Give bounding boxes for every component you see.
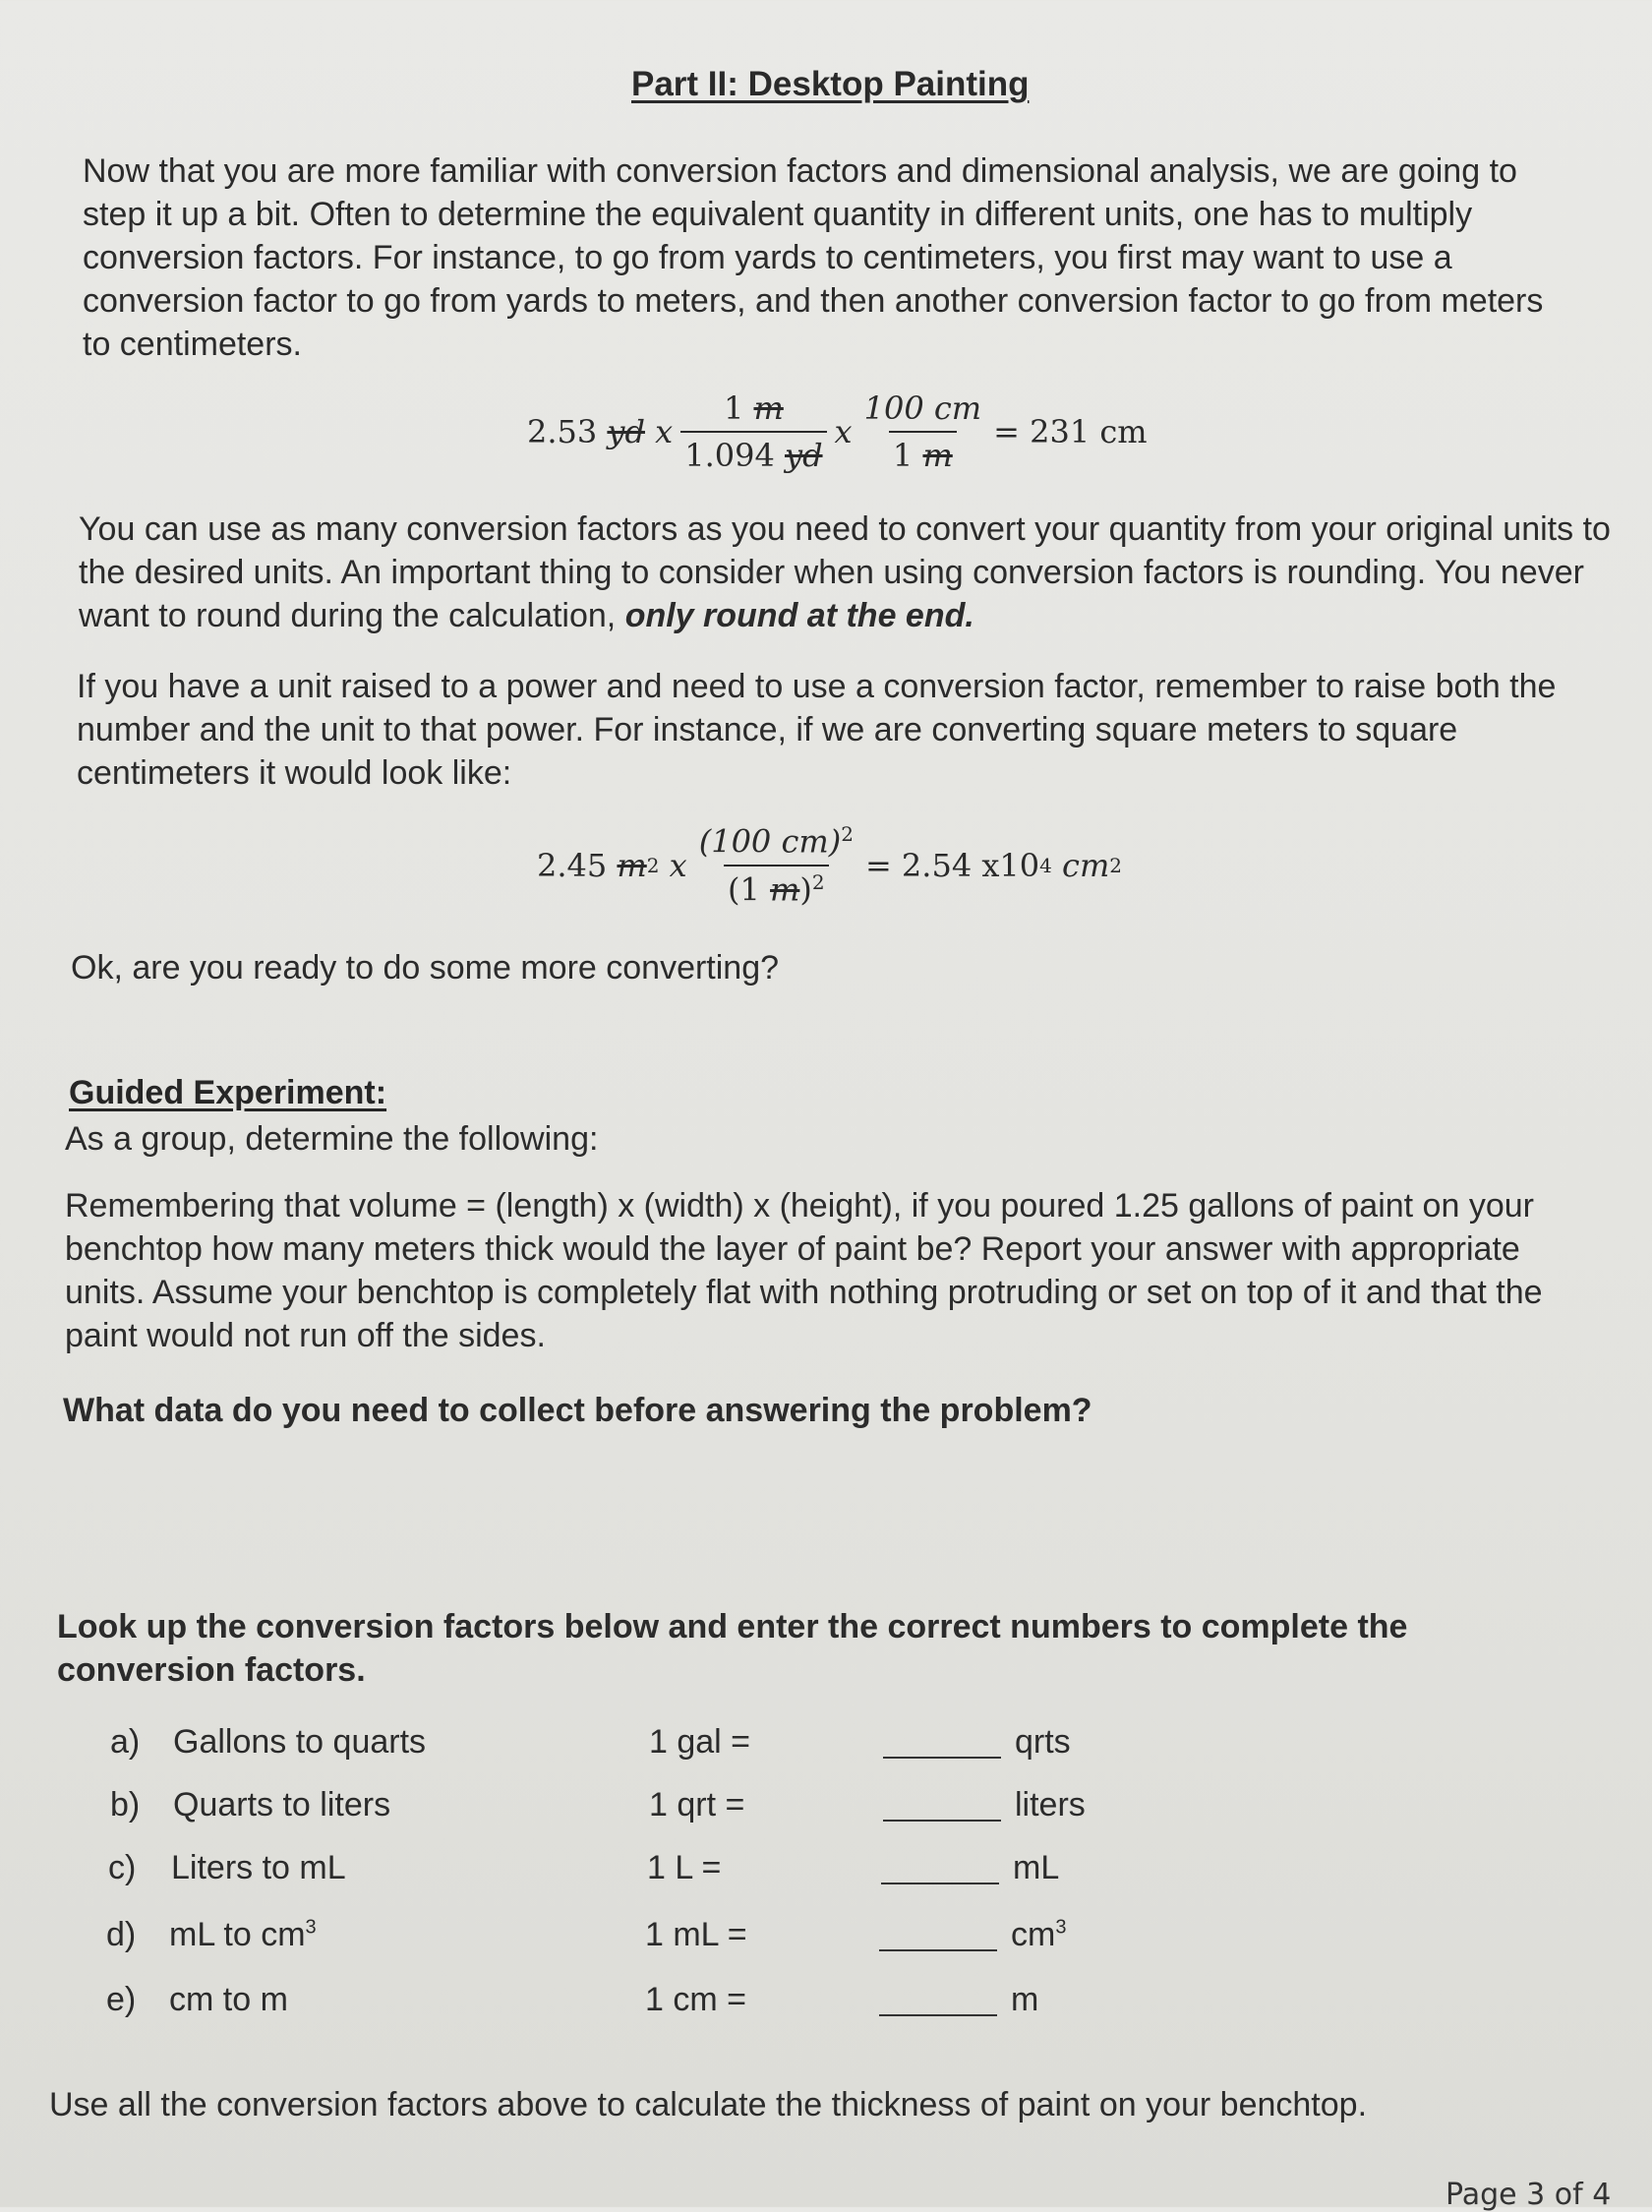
eq2-den-unit: m (770, 870, 800, 909)
eq1-f2-num: 100 cm (863, 389, 982, 427)
row-description-text: mL to cm (169, 1916, 306, 1953)
eq2-start-value: 2.45 (537, 846, 608, 884)
row-description-exp: 3 (305, 1916, 317, 1939)
eq2-unit-exp: 2 (646, 853, 660, 877)
eq1-times-2: x (834, 413, 853, 450)
eq1-fraction-yd-to-m (680, 389, 826, 474)
row-equation: 1 mL = (645, 1916, 747, 1953)
eq2-result-unit: cm (1062, 846, 1110, 884)
row-letter: a) (110, 1723, 141, 1761)
row-unit: qrts (1015, 1723, 1071, 1761)
row-equation: 1 L = (647, 1849, 722, 1886)
row-unit (1011, 1916, 1066, 1954)
conversion-row-c (108, 1849, 1288, 1894)
data-question: What data do you need to collect before answering the problem? (63, 1392, 1092, 1429)
power-paragraph: If you have a unit raised to a power and need to use a conversion factor, remember to raise both the number and the unit to that power. For instance, if we are converting square meters to square centimeters it would look like: (77, 668, 1557, 792)
eq1-f2-den: 1 (892, 437, 914, 474)
row-unit-exp: 3 (1055, 1916, 1067, 1939)
eq2-result: = 2.54 x10 (864, 846, 1040, 884)
eq2-times: x (669, 846, 687, 884)
square-meter-equation (537, 822, 1122, 908)
eq2-result-unit-exp: 2 (1109, 853, 1123, 877)
answer-blank-m[interactable] (879, 2014, 997, 2016)
conversion-row-b (110, 1786, 1290, 1831)
row-unit-text: cm (1011, 1916, 1056, 1953)
guided-subheading: As a group, determine the following: (65, 1120, 599, 1158)
final-instruction: Use all the conversion factors above to calculate the thickness of paint on your benchtop. (49, 2086, 1368, 2123)
row-description: Gallons to quarts (173, 1723, 427, 1761)
row-letter: e) (106, 1981, 137, 2018)
row-description (169, 1916, 317, 1954)
eq1-f1-num: 1 (723, 389, 744, 427)
eq1-start-value: 2.53 (527, 413, 598, 450)
eq2-den-open: (1 (728, 870, 760, 909)
answer-blank-qrts[interactable] (883, 1757, 1001, 1759)
page-number: Page 3 of 4 (1446, 2178, 1612, 2212)
row-unit: mL (1013, 1849, 1060, 1886)
row-description: cm to m (169, 1981, 288, 2018)
row-description: Quarts to liters (173, 1786, 391, 1823)
intro-paragraph: Now that you are more familiar with conversion factors and dimensional analysis, we are going to step it up a bit. Often to determine the equivalent quantity in different units, one has to multiply conversion factors. For instance, to go from yards to centimeters, you first may want to use a conversion factor to go from yards to meters, and then another conversion factor to go from meters to centimeters. (83, 152, 1544, 363)
row-letter: c) (108, 1849, 137, 1886)
eq1-f1-num-unit: m (753, 389, 784, 427)
answer-blank-cm3[interactable] (879, 1949, 997, 1951)
eq2-fraction (695, 822, 857, 908)
eq1-fraction-m-to-cm (860, 389, 986, 474)
conversion-row-e (106, 1981, 1286, 2026)
eq2-den-close: ) (799, 870, 812, 909)
row-letter: d) (106, 1916, 137, 1953)
answer-blank-ml[interactable] (881, 1883, 999, 1884)
eq1-f2-den-unit: m (922, 437, 953, 474)
row-equation: 1 gal = (649, 1723, 751, 1761)
eq1-result: = 231 cm (993, 413, 1148, 450)
eq1-f1-den-unit: yd (784, 437, 823, 474)
eq1-times-1: x (655, 413, 674, 450)
eq2-num: (100 cm) (698, 822, 842, 861)
row-description: Liters to mL (171, 1849, 346, 1886)
conversion-row-d (106, 1916, 1286, 1961)
row-equation: 1 qrt = (649, 1786, 745, 1823)
conversion-row-a (110, 1723, 1290, 1768)
lookup-instructions: Look up the conversion factors below and enter the correct numbers to complete the conversion factors. (57, 1608, 1408, 1689)
problem-statement: Remembering that volume = (length) x (width) x (height), if you poured 1.25 gallons of paint on your benchtop how many meters thick would the layer of paint be? Report your answer with appropriate units. Assume your benchtop is completely flat with nothing protruding or set on top of it and that the paint would not run off the sides. (65, 1187, 1543, 1354)
rounding-paragraph (79, 508, 1613, 637)
answer-blank-liters[interactable] (883, 1820, 1001, 1822)
eq1-yd-unit: yd (607, 413, 645, 450)
row-unit: m (1011, 1981, 1039, 2018)
eq1-f1-den: 1.094 (684, 437, 775, 474)
yard-conversion-equation (527, 389, 1148, 474)
row-letter: b) (110, 1786, 141, 1823)
eq2-result-exp: 4 (1039, 853, 1052, 877)
row-equation: 1 cm = (645, 1981, 746, 2018)
ready-question: Ok, are you ready to do some more converting? (71, 949, 780, 986)
rounding-text: You can use as many conversion factors as you need to convert your quantity from your original units to the desired units. An important thing to consider when using conversion factors is rounding. You never want to round during the calculation, (79, 510, 1611, 634)
rounding-emphasis: only round at the end. (624, 597, 974, 634)
guided-experiment-heading: Guided Experiment: (69, 1074, 387, 1111)
eq2-num-exp: 2 (841, 822, 854, 846)
eq2-unit: m (617, 846, 647, 884)
eq2-den-exp: 2 (811, 869, 825, 894)
page-title: Part II: Desktop Painting (631, 65, 1030, 103)
row-unit: liters (1015, 1786, 1086, 1823)
